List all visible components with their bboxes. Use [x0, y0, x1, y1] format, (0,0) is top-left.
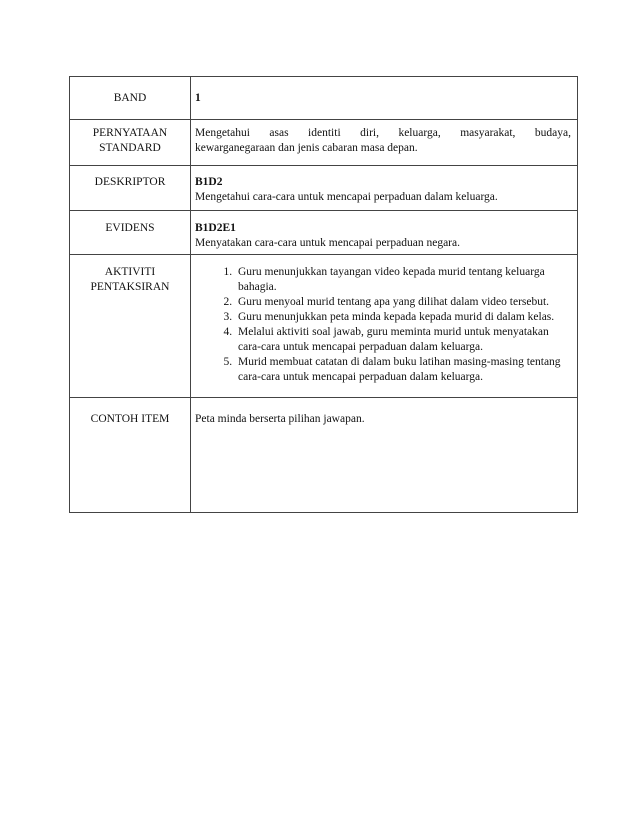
list-item: 5. Murid membuat catatan di dalam buku latihan masing-masing tentang cara-cara untuk mencapai perpaduan dalam keluarga. [235, 355, 571, 385]
list-item: 2. Guru menyoal murid tentang apa yang dilihat dalam video tersebut. [235, 295, 571, 310]
deskriptor-text: Mengetahui cara-cara untuk mencapai perpaduan dalam keluarga. [195, 191, 498, 203]
aktiviti-label [70, 255, 191, 398]
pernyataan-label [70, 120, 191, 166]
row-pernyataan-standard [70, 120, 578, 166]
list-item: 4. Melalui aktiviti soal jawab, guru meminta murid untuk menyatakan cara-cara untuk mencapai perpaduan dalam keluarga. [235, 325, 571, 355]
row-band [70, 77, 578, 120]
row-deskriptor [70, 166, 578, 211]
deskriptor-code: B1D2 [195, 176, 223, 188]
pernyataan-label-line2: STANDARD [99, 142, 161, 154]
contoh-label: CONTOH ITEM [70, 398, 191, 513]
pernyataan-text-line2: kewarganegaraan dan jenis cabaran masa depan. [195, 142, 418, 154]
evidens-content [191, 211, 578, 255]
evidens-text: Menyatakan cara-cara untuk mencapai perpaduan negara. [195, 237, 460, 249]
row-evidens [70, 211, 578, 255]
pernyataan-text [191, 120, 578, 166]
band-label: BAND [70, 77, 191, 120]
aktiviti-content [191, 255, 578, 398]
row-aktiviti-pentaksiran [70, 255, 578, 398]
band-value-cell [191, 77, 578, 120]
aktiviti-label-line1: AKTIVITI [104, 266, 156, 278]
pernyataan-label-line1: PERNYATAAN [92, 127, 168, 139]
assessment-rubric-table [69, 76, 578, 513]
band-value: 1 [195, 92, 201, 104]
aktiviti-label-line2: PENTAKSIRAN [90, 281, 170, 293]
row-contoh-item [70, 398, 578, 513]
evidens-code: B1D2E1 [195, 222, 236, 234]
list-item: 1. Guru menunjukkan tayangan video kepada murid tentang keluarga bahagia. [235, 265, 571, 295]
deskriptor-content [191, 166, 578, 211]
list-item: 3. Guru menunjukkan peta minda kepada kepada murid di dalam kelas. [235, 310, 571, 325]
aktiviti-steps-list [195, 265, 571, 385]
contoh-text: Peta minda berserta pilihan jawapan. [191, 398, 578, 513]
pernyataan-text-line1: Mengetahui asas identiti diri, keluarga, masyarakat, budaya, [195, 127, 571, 139]
deskriptor-label: DESKRIPTOR [70, 166, 191, 211]
evidens-label: EVIDENS [70, 211, 191, 255]
